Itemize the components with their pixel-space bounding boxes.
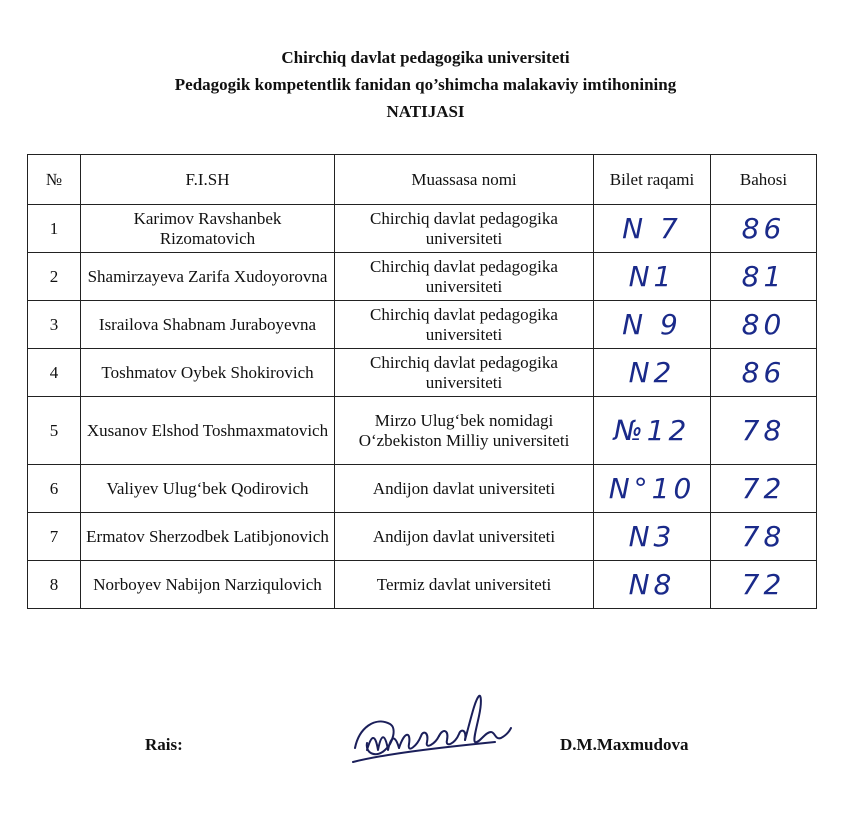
table-row <box>28 465 817 513</box>
ticket-number: №12 <box>594 397 711 465</box>
exam-title: Pedagogik kompetentlik fanidan qo’shimcha malakaviy imtihonining <box>174 75 677 94</box>
grade: 86 <box>711 349 817 397</box>
grade: 80 <box>711 301 817 349</box>
grade: 72 <box>711 465 817 513</box>
ticket-number: N°10 <box>594 465 711 513</box>
institution-name: Chirchiq davlat pedagogika universiteti <box>335 349 594 397</box>
row-number: 3 <box>28 301 81 349</box>
table-row <box>28 205 817 253</box>
table-row <box>28 349 817 397</box>
column-header-ticket: Bilet raqami <box>594 155 711 205</box>
row-number: 1 <box>28 205 81 253</box>
row-number: 7 <box>28 513 81 561</box>
ticket-number: N2 <box>594 349 711 397</box>
grade: 78 <box>711 397 817 465</box>
student-name: Ermatov Sherzodbek Latibjonovich <box>81 513 335 561</box>
student-name: Xusanov Elshod Toshmaxmatovich <box>81 397 335 465</box>
row-number: 5 <box>28 397 81 465</box>
grade: 72 <box>711 561 817 609</box>
table-row <box>28 253 817 301</box>
student-name: Shamirzayeva Zarifa Xudoyorovna <box>81 253 335 301</box>
institution-name: Termiz davlat universiteti <box>335 561 594 609</box>
student-name: Valiyev Ulug‘bek Qodirovich <box>81 465 335 513</box>
institution-name: Andijon davlat universiteti <box>335 465 594 513</box>
ticket-number: N3 <box>594 513 711 561</box>
table-header-row <box>28 155 817 205</box>
table-row <box>28 301 817 349</box>
chair-label: Rais: <box>145 735 183 754</box>
ticket-number: N1 <box>594 253 711 301</box>
institution-name: Chirchiq davlat pedagogika universiteti <box>335 205 594 253</box>
ticket-number: N 9 <box>594 301 711 349</box>
grade: 81 <box>711 253 817 301</box>
grade: 86 <box>711 205 817 253</box>
column-header-name: F.I.SH <box>81 155 335 205</box>
grade: 78 <box>711 513 817 561</box>
column-header-grade: Bahosi <box>711 155 817 205</box>
student-name: Toshmatov Oybek Shokirovich <box>81 349 335 397</box>
row-number: 2 <box>28 253 81 301</box>
column-header-institution: Muassasa nomi <box>335 155 594 205</box>
student-name: Norboyev Nabijon Narziqulovich <box>81 561 335 609</box>
student-name: Karimov Ravshanbek Rizomatovich <box>81 205 335 253</box>
row-number: 4 <box>28 349 81 397</box>
table-row <box>28 513 817 561</box>
results-table <box>27 154 817 609</box>
institution-name: Chirchiq davlat pedagogika universiteti <box>335 253 594 301</box>
column-header-number: № <box>28 155 81 205</box>
institution-name: Chirchiq davlat pedagogika universiteti <box>335 301 594 349</box>
signature-image <box>345 688 515 778</box>
table-row <box>28 561 817 609</box>
institution-name: Andijon davlat universiteti <box>335 513 594 561</box>
institution-name: Mirzo Ulug‘bek nomidagi O‘zbekiston Milliy universiteti <box>335 397 594 465</box>
ticket-number: N8 <box>594 561 711 609</box>
row-number: 6 <box>28 465 81 513</box>
ticket-number: N 7 <box>594 205 711 253</box>
results-heading: NATIJASI <box>386 102 465 121</box>
student-name: Israilova Shabnam Juraboyevna <box>81 301 335 349</box>
university-title: Chirchiq davlat pedagogika universiteti <box>281 48 570 67</box>
table-row <box>28 397 817 465</box>
row-number: 8 <box>28 561 81 609</box>
chair-name: D.M.Maxmudova <box>560 735 689 754</box>
